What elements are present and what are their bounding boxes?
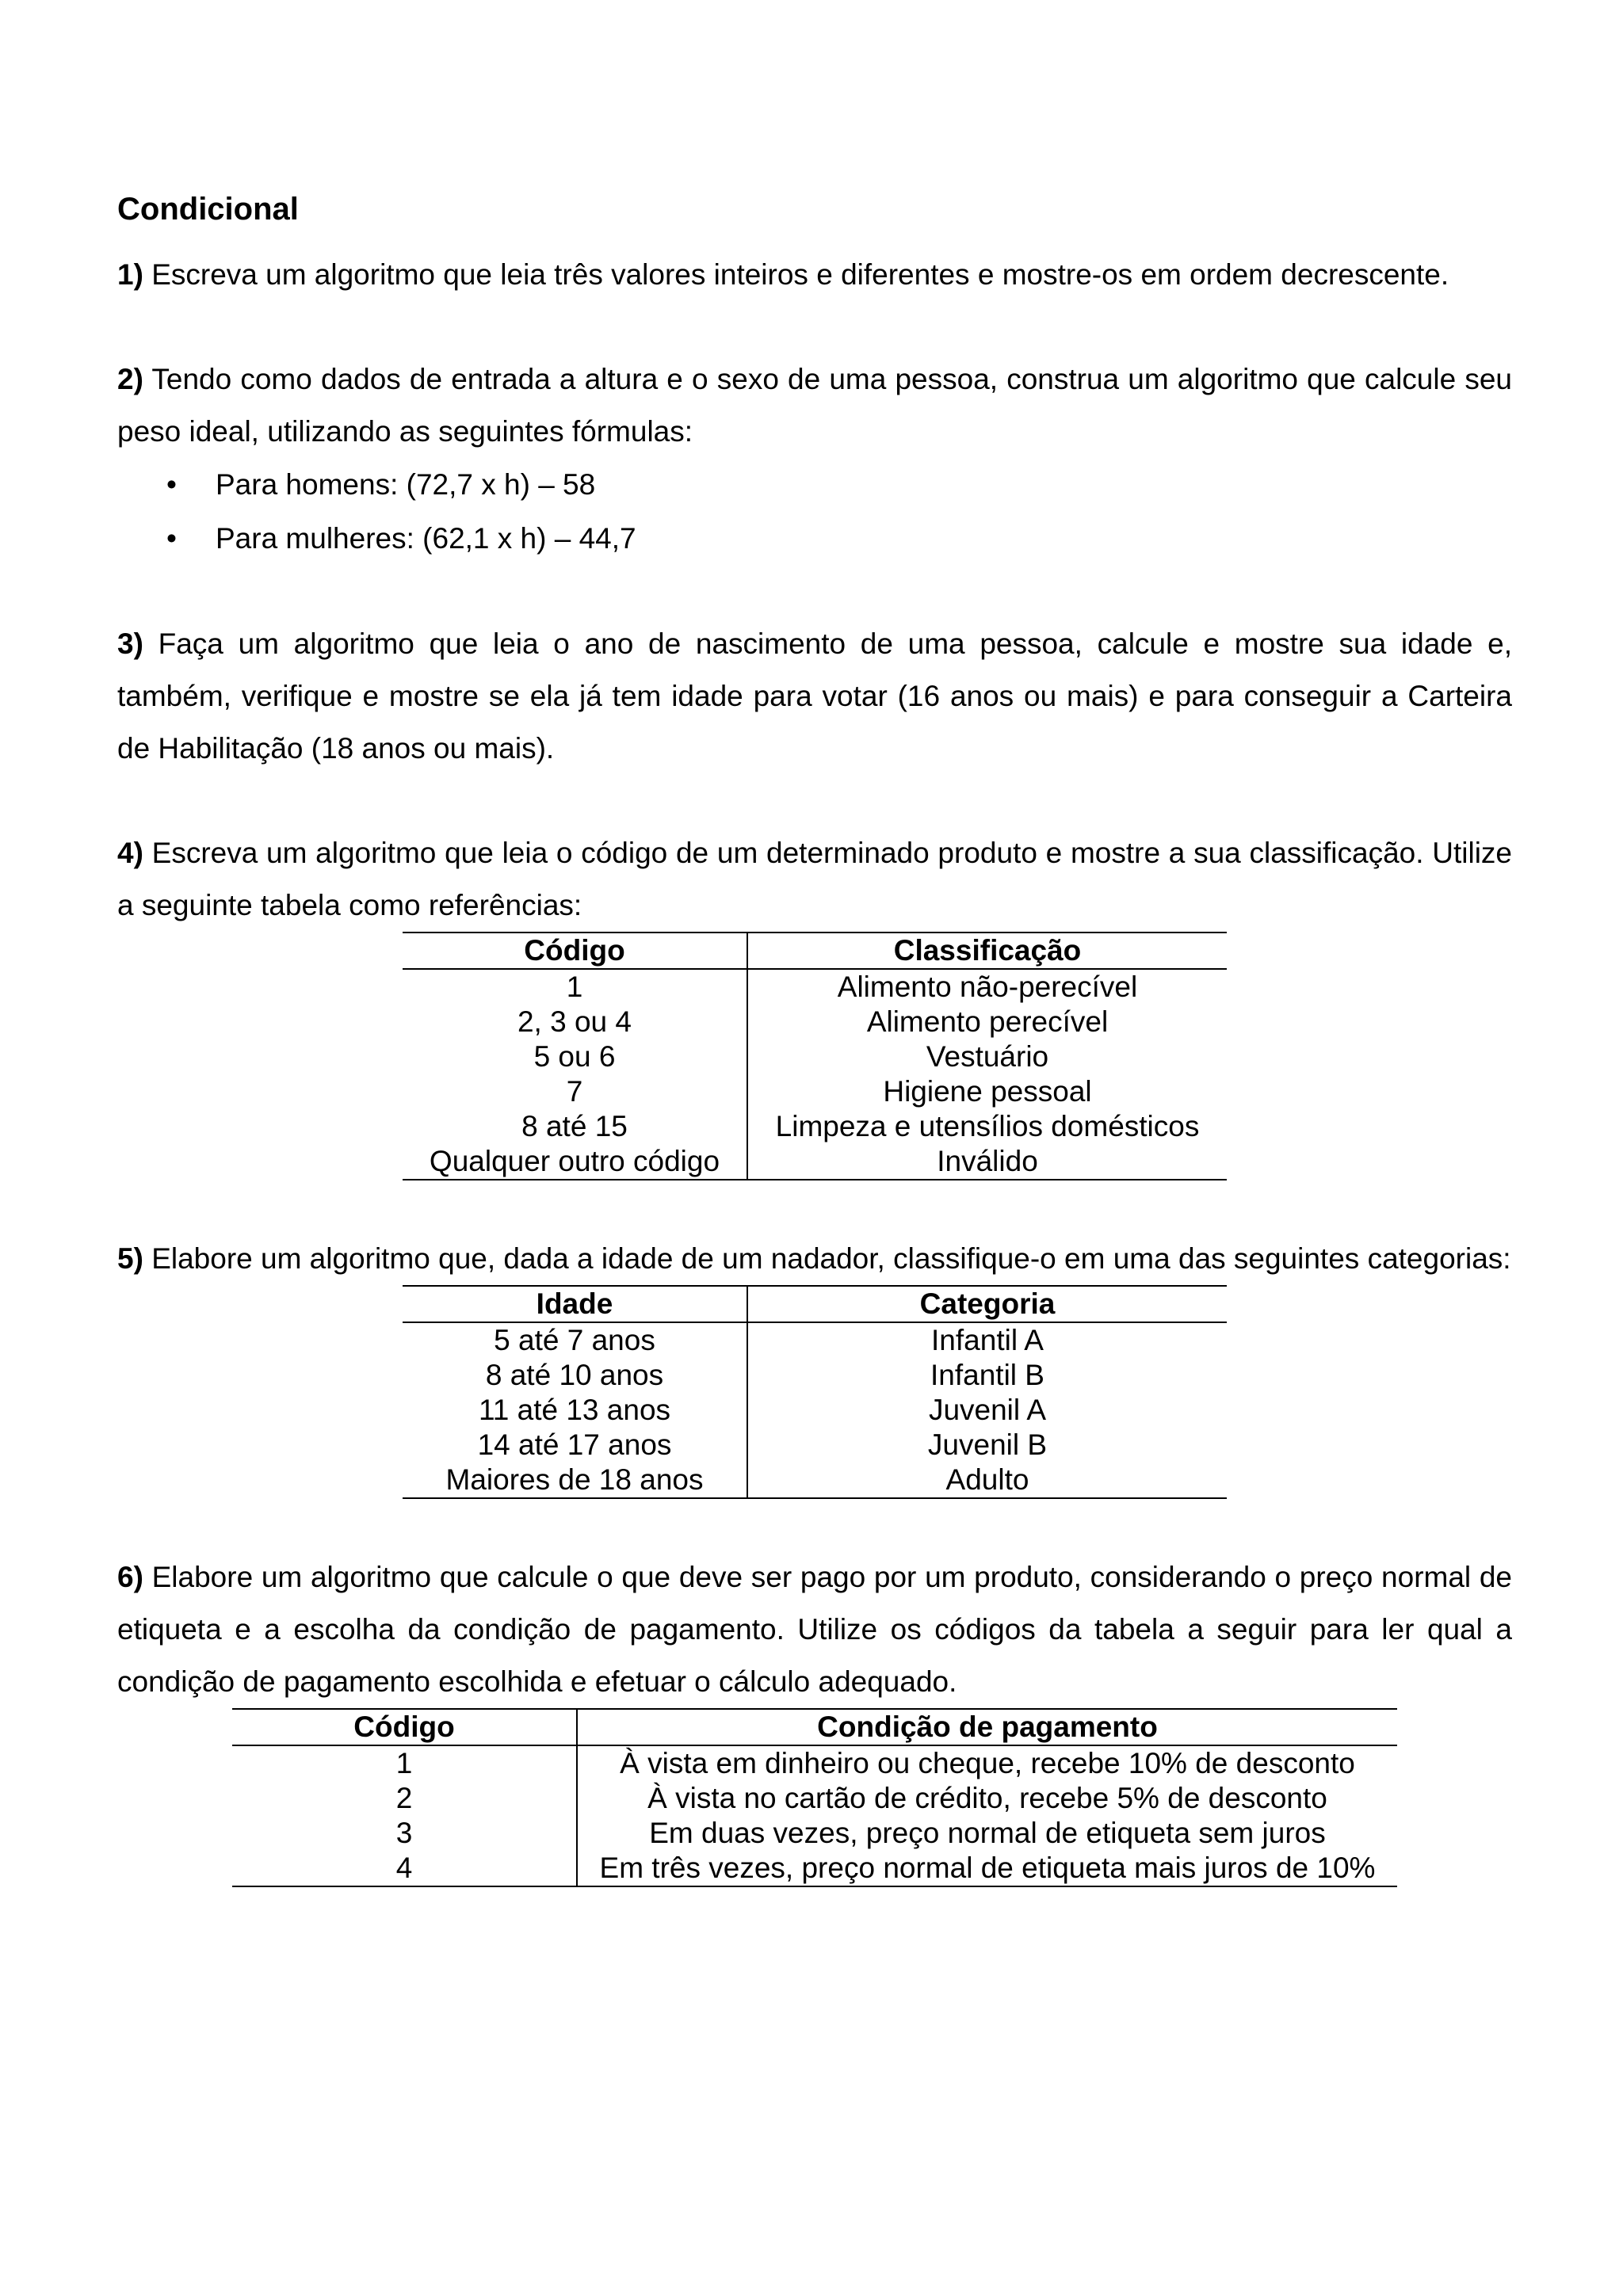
table-row: 11 até 13 anos Juvenil A [403, 1393, 1227, 1428]
question-text: Tendo como dados de entrada a altura e o sexo de uma pessoa, construa um algoritmo que calcule seu peso ideal, utilizando as seguintes fórmulas: [117, 363, 1512, 448]
formula-list [117, 458, 1512, 566]
table-row: Maiores de 18 anos Adulto [403, 1463, 1227, 1498]
table-row: 1 Alimento não-perecível [403, 969, 1227, 1005]
table-row: 1 À vista em dinheiro ou cheque, recebe 10% de desconto [232, 1745, 1397, 1781]
question-text: Elabore um algoritmo que calcule o que deve ser pago por um produto, considerando o preço normal de etiqueta e a escolha da condição de pagamento. Utilize os códigos da tabela a seguir para ler qual a condição de pagamento escolhida e efetuar o cálculo adequado. [117, 1561, 1512, 1698]
document-page [117, 190, 1512, 1887]
column-header: Idade [403, 1286, 747, 1322]
question-number: 2) [117, 363, 143, 395]
swimmer-category-table [403, 1285, 1227, 1499]
table-header-row [232, 1709, 1397, 1745]
question-number: 1) [117, 258, 143, 291]
table-row: 2, 3 ou 4 Alimento perecível [403, 1005, 1227, 1039]
page-title: Condicional [117, 192, 299, 227]
column-header: Classificação [747, 933, 1227, 969]
column-header: Condição de pagamento [577, 1709, 1397, 1745]
table-row: 8 até 15 Limpeza e utensílios domésticos [403, 1109, 1227, 1144]
question-6 [117, 1551, 1512, 1708]
question-2 [117, 353, 1512, 458]
table-row: 4 Em três vezes, preço normal de etiqueta mais juros de 10% [232, 1851, 1397, 1886]
table-header-row [403, 933, 1227, 969]
bullet-icon: • [166, 468, 177, 501]
question-4 [117, 827, 1512, 932]
table-header-row [403, 1286, 1227, 1322]
question-number: 3) [117, 627, 143, 660]
question-text: Faça um algoritmo que leia o ano de nascimento de uma pessoa, calcule e mostre sua idade e, também, verifique e mostre se ela já tem idade para votar (16 anos ou mais) e para conseguir a Carteira de Habilitação (18 anos ou mais). [117, 627, 1513, 765]
table-row: 5 ou 6 Vestuário [403, 1039, 1227, 1074]
question-text: Escreva um algoritmo que leia o código de um determinado produto e mostre a sua classificação. Utilize a seguinte tabela como referências: [117, 837, 1513, 921]
table-row: 14 até 17 anos Juvenil B [403, 1428, 1227, 1463]
question-text: Elabore um algoritmo que, dada a idade de um nadador, classifique-o em uma das seguintes categorias: [151, 1242, 1511, 1275]
question-3 [117, 618, 1512, 775]
column-header: Código [232, 1709, 577, 1745]
table-row: 8 até 10 anos Infantil B [403, 1358, 1227, 1393]
question-text: Escreva um algoritmo que leia três valores inteiros e diferentes e mostre-os em ordem decrescente. [151, 258, 1449, 291]
table-row: 2 À vista no cartão de crédito, recebe 5% de desconto [232, 1781, 1397, 1816]
product-classification-table [403, 932, 1227, 1180]
payment-condition-table [232, 1708, 1397, 1887]
question-1 [117, 249, 1512, 301]
table-row: Qualquer outro código Inválido [403, 1144, 1227, 1180]
column-header: Código [403, 933, 747, 969]
question-number: 4) [117, 837, 143, 869]
table-row: 7 Higiene pessoal [403, 1074, 1227, 1109]
table-row: 5 até 7 anos Infantil A [403, 1322, 1227, 1358]
question-number: 5) [117, 1242, 143, 1275]
column-header: Categoria [747, 1286, 1227, 1322]
bullet-icon: • [166, 522, 177, 555]
question-number: 6) [117, 1561, 143, 1593]
list-item: • Para mulheres: (62,1 x h) – 44,7 [117, 512, 1512, 566]
question-5 [117, 1233, 1512, 1285]
table-row: 3 Em duas vezes, preço normal de etiqueta sem juros [232, 1816, 1397, 1851]
list-item: • Para homens: (72,7 x h) – 58 [117, 458, 1512, 512]
